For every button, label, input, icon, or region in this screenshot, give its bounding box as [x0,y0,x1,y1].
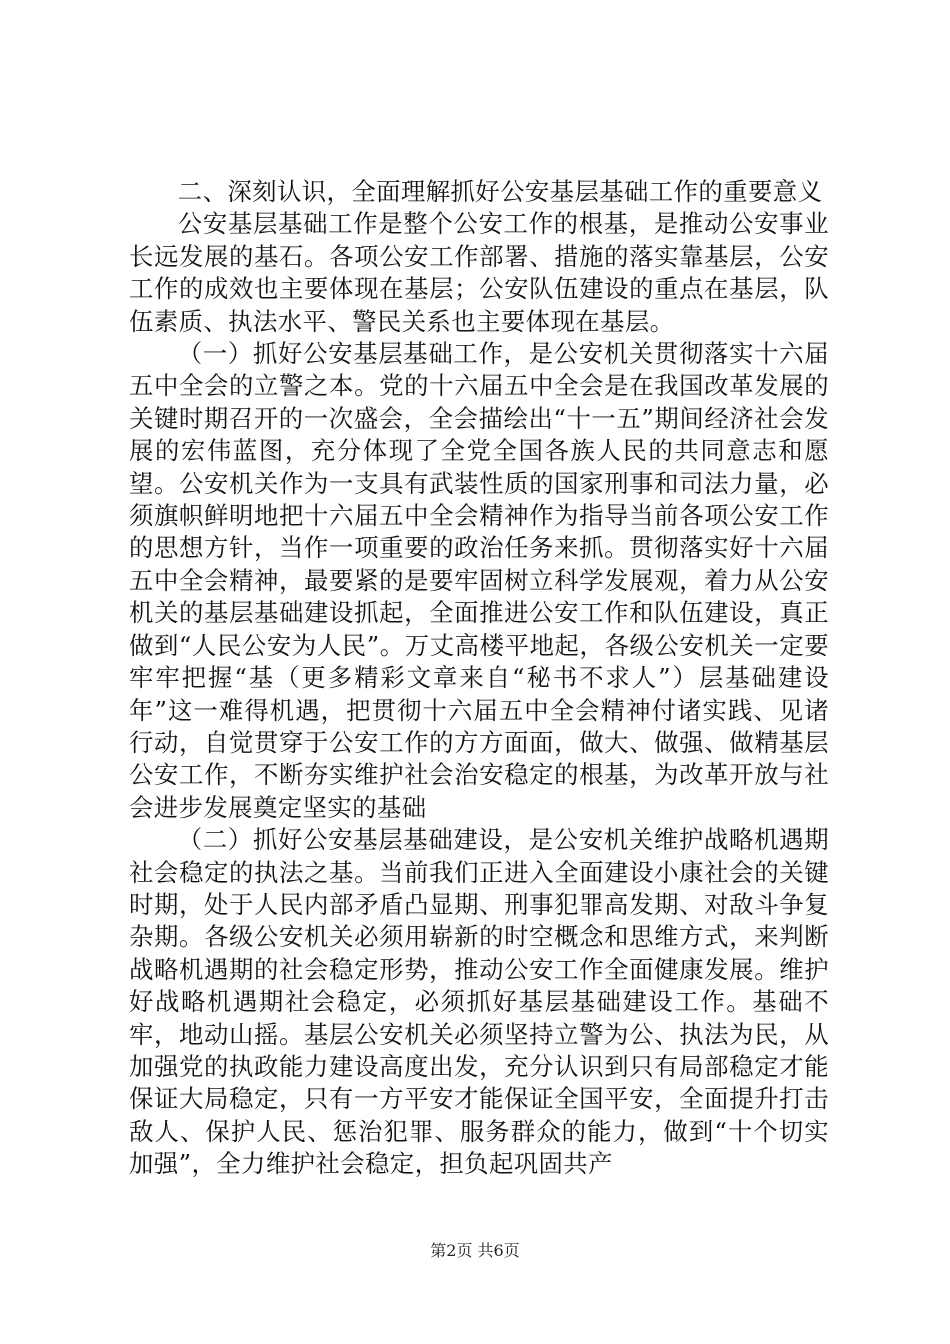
body-paragraph: （一）抓好公安基层基础工作，是公安机关贯彻落实十六届五中全会的立警之本。党的十六届五中全会是在我国改革发展的关键时期召开的一次盛会，全会描绘出“十一五”期间经济社会发展的宏伟蓝图，充分体现了全党全国各族人民的共同意志和愿望。公安机关作为一支具有武装性质的国家刑事和司法力量，必须旗帜鲜明地把十六届五中全会精神作为指导当前各项公安工作的思想方针，当作一项重要的政治任务来抓。贯彻落实好十六届五中全会精神，最要紧的是要牢固树立科学发展观，着力从公安机关的基层基础建设抓起，全面推进公安工作和队伍建设，真正做到“人民公安为人民”。万丈高楼平地起，各级公安机关一定要牢牢把握“基（更多精彩文章来自“秘书不求人”）层基础建设年”这一难得机遇，把贯彻十六届五中全会精神付诸实践、见诸行动，自觉贯穿于公安工作的方方面面，做大、做强、做精基层公安工作，不断夯实维护社会治安稳定的根基，为改革开放与社会进步发展奠定坚实的基础 [129,339,829,822]
body-paragraph: （二）抓好公安基层基础建设，是公安机关维护战略机遇期社会稳定的执法之基。当前我们正进入全面建设小康社会的关键时期，处于人民内部矛盾凸显期、刑事犯罪高发期、对敌斗争复杂期。各级公安机关必须用崭新的时空概念和思维方式，来判断战略机遇期的社会稳定形势，推动公安工作全面健康发展。维护好战略机遇期社会稳定，必须抓好基层基础建设工作。基础不牢，地动山摇。基层公安机关必须坚持立警为公、执法为民，从加强党的执政能力建设高度出发，充分认识到只有局部稳定才能保证大局稳定，只有一方平安才能保证全国平安，全面提升打击敌人、保护人民、惩治犯罪、服务群众的能力，做到“十个切实加强”，全力维护社会稳定，担负起巩固共产 [129,825,829,1179]
section-heading: 二、深刻认识，全面理解抓好公安基层基础工作的重要意义 [177,177,823,206]
body-paragraph: 公安基层基础工作是整个公安工作的根基，是推动公安事业长远发展的基石。各项公安工作部署、措施的落实靠基层，公安工作的成效也主要体现在基层；公安队伍建设的重点在基层，队伍素质、执法水平、警民关系也主要体现在基层。 [129,209,829,336]
page-footer [0,1241,950,1261]
page-number: 第2页 共6页 [430,1241,520,1260]
document-body [129,176,829,1181]
